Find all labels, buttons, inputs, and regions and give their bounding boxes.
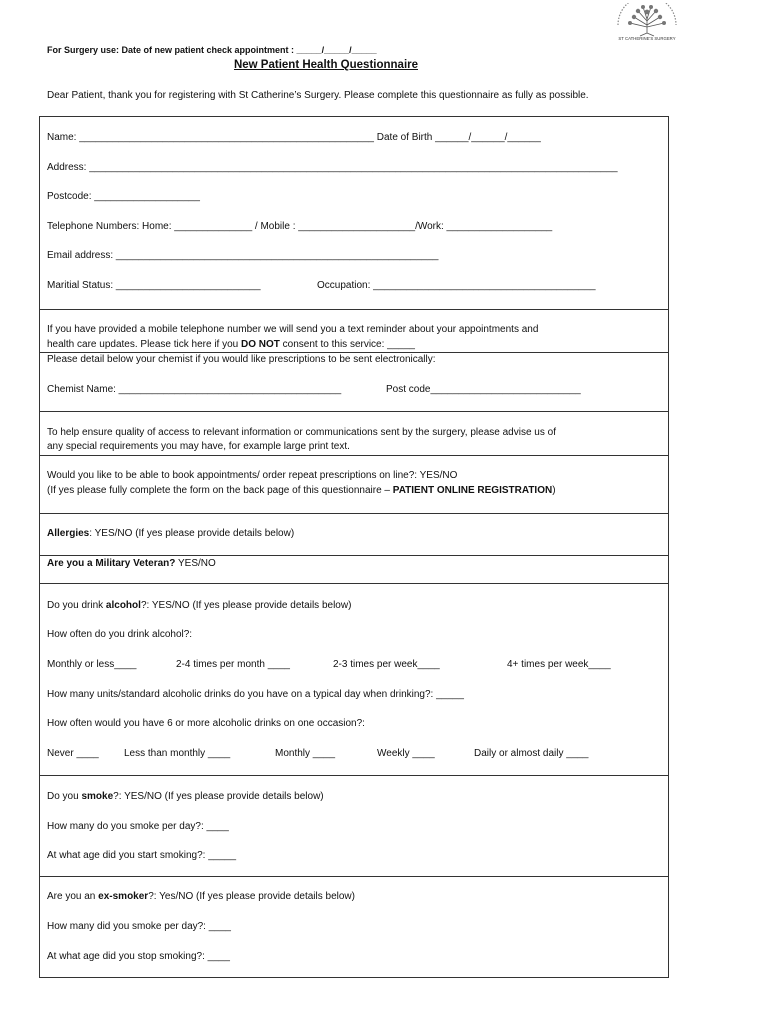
- logo-text: ST CATHERINE'S SURGERY: [618, 36, 676, 41]
- six-or-more-question: How often would you have 6 or more alcoholic drinks on one occasion?:: [47, 718, 365, 729]
- alcohol-question[interactable]: [47, 600, 351, 611]
- divider: [39, 309, 669, 310]
- sms-do-not: DO NOT: [241, 339, 280, 350]
- postcode-field[interactable]: Postcode: ___________________: [47, 191, 200, 202]
- sms-consent-field[interactable]: [47, 339, 415, 350]
- chemist-name-field[interactable]: Chemist Name: ________________________________________: [47, 384, 342, 395]
- alcohol-frequency-question: How often do you drink alcohol?:: [47, 629, 193, 640]
- option-2-3-per-week[interactable]: 2-3 times per week____: [333, 659, 440, 670]
- online-note-close: ): [552, 485, 556, 496]
- ex-smoker-q-post: ?: Yes/NO (If yes please provide details below): [148, 891, 355, 902]
- option-monthly-or-less[interactable]: Monthly or less____: [47, 659, 137, 670]
- option-less-than-monthly[interactable]: Less than monthly ____: [124, 748, 231, 759]
- intro-text: Dear Patient, thank you for registering with St Catherine’s Surgery. Please complete this questionnaire as fully as possible.: [47, 90, 589, 101]
- veteran-label: Are you a Military Veteran?: [47, 558, 176, 569]
- smoke-question[interactable]: [47, 791, 324, 802]
- chemist-postcode-field[interactable]: Post code___________________________: [386, 384, 581, 395]
- page-title: New Patient Health Questionnaire: [233, 59, 419, 71]
- occupation-field[interactable]: Occupation: ________________________________________: [317, 280, 596, 291]
- smoke-start-age-field[interactable]: At what age did you start smoking?: _____: [47, 850, 237, 861]
- divider: [39, 352, 669, 353]
- allergies-question[interactable]: [47, 528, 294, 539]
- access-text-line1: To help ensure quality of access to relevant information or communications sent by the surgery, please advise us of: [47, 427, 556, 438]
- sms-text-line2: health care updates. Please tick here if you: [47, 339, 242, 350]
- smoke-q-post: ?: YES/NO (If yes please provide details below): [113, 791, 324, 802]
- sms-consent-blank: consent to this service: _____: [279, 339, 415, 350]
- option-4-plus-per-week[interactable]: 4+ times per week____: [507, 659, 611, 670]
- ex-smoker-stop-age-field[interactable]: At what age did you stop smoking?: ____: [47, 951, 230, 962]
- divider: [39, 583, 669, 584]
- divider: [39, 876, 669, 877]
- smoke-per-day-field[interactable]: How many do you smoke per day?: ____: [47, 821, 229, 832]
- ex-smoker-q-pre: Are you an: [47, 891, 99, 902]
- smoke-label: smoke: [81, 791, 114, 802]
- address-field[interactable]: Address: _______________________________________________________________________________________________: [47, 162, 618, 173]
- online-registration-label: PATIENT ONLINE REGISTRATION: [392, 485, 553, 496]
- marital-status-field[interactable]: Maritial Status: __________________________: [47, 280, 261, 291]
- option-never[interactable]: Never ____: [47, 748, 99, 759]
- option-weekly[interactable]: Weekly ____: [377, 748, 435, 759]
- alcohol-units-field[interactable]: How many units/standard alcoholic drinks do you have on a typical day when drinking?: _____: [47, 689, 464, 700]
- divider: [39, 555, 669, 556]
- questionnaire-box: [39, 116, 669, 978]
- online-note-text: (If yes please fully complete the form on the back page of this questionnaire –: [47, 485, 393, 496]
- option-2-4-per-month[interactable]: 2-4 times per month ____: [176, 659, 290, 670]
- ex-smoker-per-day-field[interactable]: How many did you smoke per day?: ____: [47, 921, 231, 932]
- ex-smoker-label: ex-smoker: [98, 891, 149, 902]
- access-text-line2: any special requirements you may have, for example large print text.: [47, 441, 350, 452]
- sms-text-line1: If you have provided a mobile telephone number we will send you a text reminder about your appointments and: [47, 324, 539, 335]
- smoke-q-pre: Do you: [47, 791, 82, 802]
- allergies-label: Allergies: [47, 528, 90, 539]
- divider: [39, 411, 669, 412]
- divider: [39, 775, 669, 776]
- alcohol-q-post: ?: YES/NO (If yes please provide details below): [140, 600, 352, 611]
- divider: [39, 513, 669, 514]
- veteran-question[interactable]: [47, 558, 216, 569]
- chemist-intro: Please detail below your chemist if you would like prescriptions to be sent electronically:: [47, 354, 436, 365]
- divider: [39, 455, 669, 456]
- alcohol-label: alcohol: [105, 600, 141, 611]
- email-field[interactable]: Email address: __________________________________________________________: [47, 250, 439, 261]
- veteran-options: YES/NO: [175, 558, 216, 569]
- ex-smoker-question[interactable]: [47, 891, 355, 902]
- name-field[interactable]: Name: _____________________________________________________ Date of Birth ______/______/______: [47, 132, 541, 143]
- online-registration-note: [47, 485, 556, 496]
- option-monthly[interactable]: Monthly ____: [275, 748, 336, 759]
- surgery-use-line: For Surgery use: Date of new patient check appointment : _____/_____/_____: [47, 45, 377, 55]
- alcohol-q-pre: Do you drink: [47, 600, 106, 611]
- telephone-field[interactable]: Telephone Numbers: Home: ______________ / Mobile : _____________________/Work: ___________________: [47, 221, 553, 232]
- surgery-logo: [612, 3, 682, 43]
- option-daily[interactable]: Daily or almost daily ____: [474, 748, 589, 759]
- online-booking-question[interactable]: Would you like to be able to book appointments/ order repeat prescriptions on line?: YES/NO: [47, 470, 458, 481]
- allergies-options: : YES/NO (If yes please provide details below): [89, 528, 295, 539]
